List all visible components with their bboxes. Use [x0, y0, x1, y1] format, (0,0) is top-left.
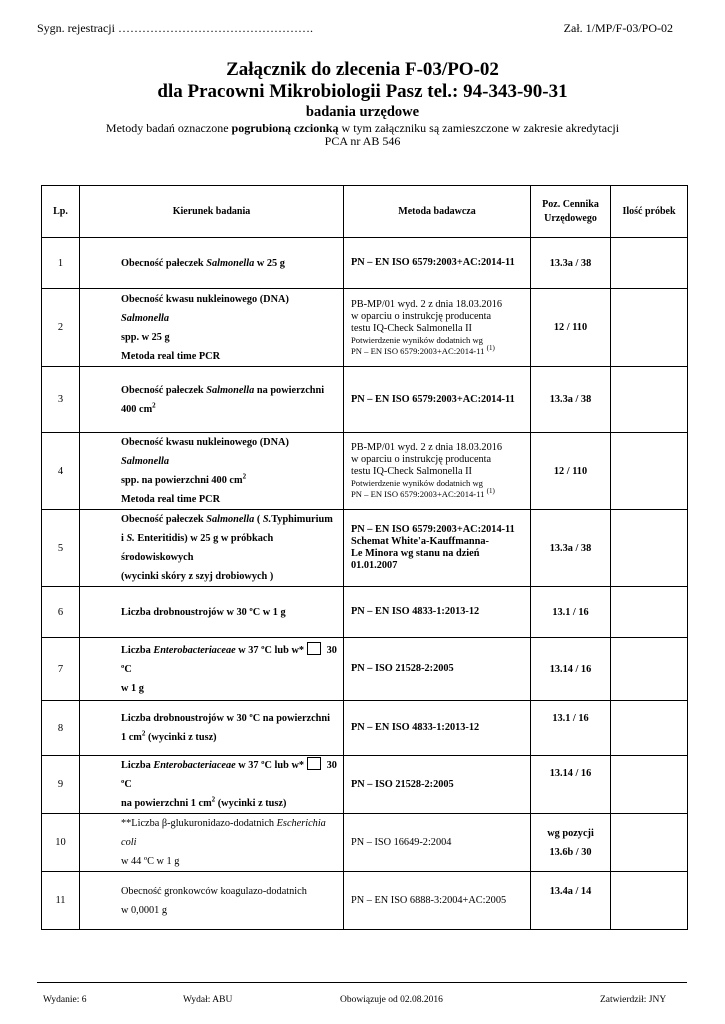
row-ilosc-input[interactable]: [611, 701, 688, 756]
footer-approved-by: Zatwierdził: JNY: [600, 995, 667, 1005]
document-title: Załącznik do zlecenia F-03/PO-02: [226, 59, 499, 80]
row-lp: 1: [42, 238, 80, 289]
row-metoda: PN – EN ISO 6579:2003+AC:2014-11: [344, 238, 531, 289]
registration-signature: Sygn. rejestracji ………………………………………….: [37, 21, 313, 35]
table-row: [42, 238, 688, 289]
row-lp: 9: [42, 756, 80, 814]
table-row: [42, 433, 688, 510]
row-kierunek: **Liczba β-glukuronidazo-dodatnich Escherichia coli w 44 ºC w 1 g: [80, 814, 344, 872]
header-metoda: Metoda badawcza: [344, 186, 531, 238]
header-poz: Poz. Cennika Urzędowego: [531, 186, 611, 238]
row-poz: 13.14 / 16: [531, 638, 611, 701]
header-ilosc: Ilość próbek: [611, 186, 688, 238]
row-lp: 6: [42, 587, 80, 638]
row-ilosc-input[interactable]: [611, 587, 688, 638]
row-metoda: PB-MP/01 wyd. 2 z dnia 18.03.2016 w oparciu o instrukcję producenta testu IQ-Check Salmonella II Potwierdzenie wyników dodatnich wg PN – EN ISO 6579:2003+AC:2014-11 $^{(1)}$: [344, 433, 531, 510]
row-kierunek: Obecność pałeczek Salmonella na powierzchni 400 $cm^2$: [80, 367, 344, 433]
accreditation-number: PCA nr AB 546: [324, 134, 401, 148]
row-ilosc-input[interactable]: [611, 638, 688, 701]
table-row: [42, 587, 688, 638]
row-poz: 13.14 / 16: [531, 756, 611, 814]
row-kierunek: Obecność pałeczek Salmonella w 25 g: [80, 238, 344, 289]
row-metoda: PB-MP/01 wyd. 2 z dnia 18.03.2016 w oparciu o instrukcję producenta testu IQ-Check Salmonella II Potwierdzenie wyników dodatnich wg PN – EN ISO 6579:2003+AC:2014-11 $^{(1)}$: [344, 289, 531, 367]
row-lp: 7: [42, 638, 80, 701]
row-kierunek: Obecność kwasu nukleinowego (DNA) Salmonella spp. w 25 g Metoda real time PCR: [80, 289, 344, 367]
table-row: [42, 756, 688, 814]
row-metoda: PN – EN ISO 4833-1:2013-12: [344, 701, 531, 756]
row-lp: 8: [42, 701, 80, 756]
row-metoda: PN – ISO 16649-2:2004: [344, 814, 531, 872]
row-kierunek: Liczba drobnoustrojów w 30 ºC na powierzchni 1 $cm^2$ (wycinki z tusz): [80, 701, 344, 756]
row-lp: 5: [42, 510, 80, 587]
row-metoda: PN – ISO 21528-2:2005: [344, 638, 531, 701]
attachment-code: Zał. 1/MP/F-03/PO-02: [563, 21, 673, 35]
row-kierunek: Liczba drobnoustrojów w 30 ºC w 1 g: [80, 587, 344, 638]
row-poz: 13.3a / 38: [531, 367, 611, 433]
row-poz: 13.3a / 38: [531, 510, 611, 587]
row-ilosc-input[interactable]: [611, 872, 688, 930]
row-ilosc-input[interactable]: [611, 238, 688, 289]
table-row: [42, 367, 688, 433]
row-metoda: PN – ISO 21528-2:2005: [344, 756, 531, 814]
row-ilosc-input[interactable]: [611, 289, 688, 367]
row-poz: 12 / 110: [531, 289, 611, 367]
row-poz: 13.1 / 16: [531, 587, 611, 638]
row-metoda: PN – EN ISO 6579:2003+AC:2014-11 Schemat White'a-Kauffmanna- Le Minora wg stanu na dzień 01.01.2007: [344, 510, 531, 587]
accreditation-note: Metody badań oznaczone pogrubioną czcionką w tym załączniku są zamieszczone w zakresie akredytacji: [105, 121, 620, 135]
row-lp: 10: [42, 814, 80, 872]
row-ilosc-input[interactable]: [611, 433, 688, 510]
row-lp: 4: [42, 433, 80, 510]
option-checkbox[interactable]: [307, 642, 321, 655]
row-poz: 13.1 / 16: [531, 701, 611, 756]
row-lp: 3: [42, 367, 80, 433]
footer-divider: [37, 982, 687, 983]
row-lp: 11: [42, 872, 80, 930]
document-subtitle: dla Pracowni Mikrobiologii Pasz tel.: 94-343-90-31: [157, 81, 568, 102]
option-checkbox[interactable]: [307, 757, 321, 770]
row-metoda: PN – EN ISO 6888-3:2004+AC:2005: [344, 872, 531, 930]
row-lp: 2: [42, 289, 80, 367]
row-metoda: PN – EN ISO 4833-1:2013-12: [344, 587, 531, 638]
row-kierunek: Obecność kwasu nukleinowego (DNA) Salmonella spp. na powierzchni 400 $cm^2$ Metoda real time PCR: [80, 433, 344, 510]
header-kierunek: Kierunek badania: [80, 186, 344, 238]
row-poz: 13.3a / 38: [531, 238, 611, 289]
table-header-row: [42, 186, 688, 238]
table-row: [42, 638, 688, 701]
table-row: [42, 510, 688, 587]
row-poz: wg pozycji 13.6b / 30: [531, 814, 611, 872]
document-type: badania urzędowe: [305, 104, 420, 120]
row-kierunek: Liczba Enterobacteriaceae w 37 ºC lub w* 30 ºC w 1 g: [80, 638, 344, 701]
tests-table: [41, 185, 688, 930]
row-metoda: PN – EN ISO 6579:2003+AC:2014-11: [344, 367, 531, 433]
table-row: [42, 701, 688, 756]
row-ilosc-input[interactable]: [611, 510, 688, 587]
table-row: [42, 814, 688, 872]
footer-valid-from: Obowiązuje od 02.08.2016: [340, 995, 443, 1005]
row-ilosc-input[interactable]: [611, 367, 688, 433]
footer-issued-by: Wydał: ABU: [183, 995, 233, 1005]
row-ilosc-input[interactable]: [611, 814, 688, 872]
header-lp: Lp.: [42, 186, 80, 238]
row-kierunek: Obecność pałeczek Salmonella ( S.Typhimurium i S. Enteritidis) w 25 g w próbkach środowiskowych (wycinki skóry z szyj drobiowych ): [80, 510, 344, 587]
row-poz: 13.4a / 14: [531, 872, 611, 930]
row-ilosc-input[interactable]: [611, 756, 688, 814]
footer-edition: Wydanie: 6: [43, 995, 87, 1005]
table-row: [42, 289, 688, 367]
row-poz: 12 / 110: [531, 433, 611, 510]
table-row: [42, 872, 688, 930]
row-kierunek: Liczba Enterobacteriaceae w 37 ºC lub w* 30 ºC na powierzchni 1 $cm^2$ (wycinki z tusz): [80, 756, 344, 814]
row-kierunek: Obecność gronkowców koagulazo-dodatnich w 0,0001 g: [80, 872, 344, 930]
